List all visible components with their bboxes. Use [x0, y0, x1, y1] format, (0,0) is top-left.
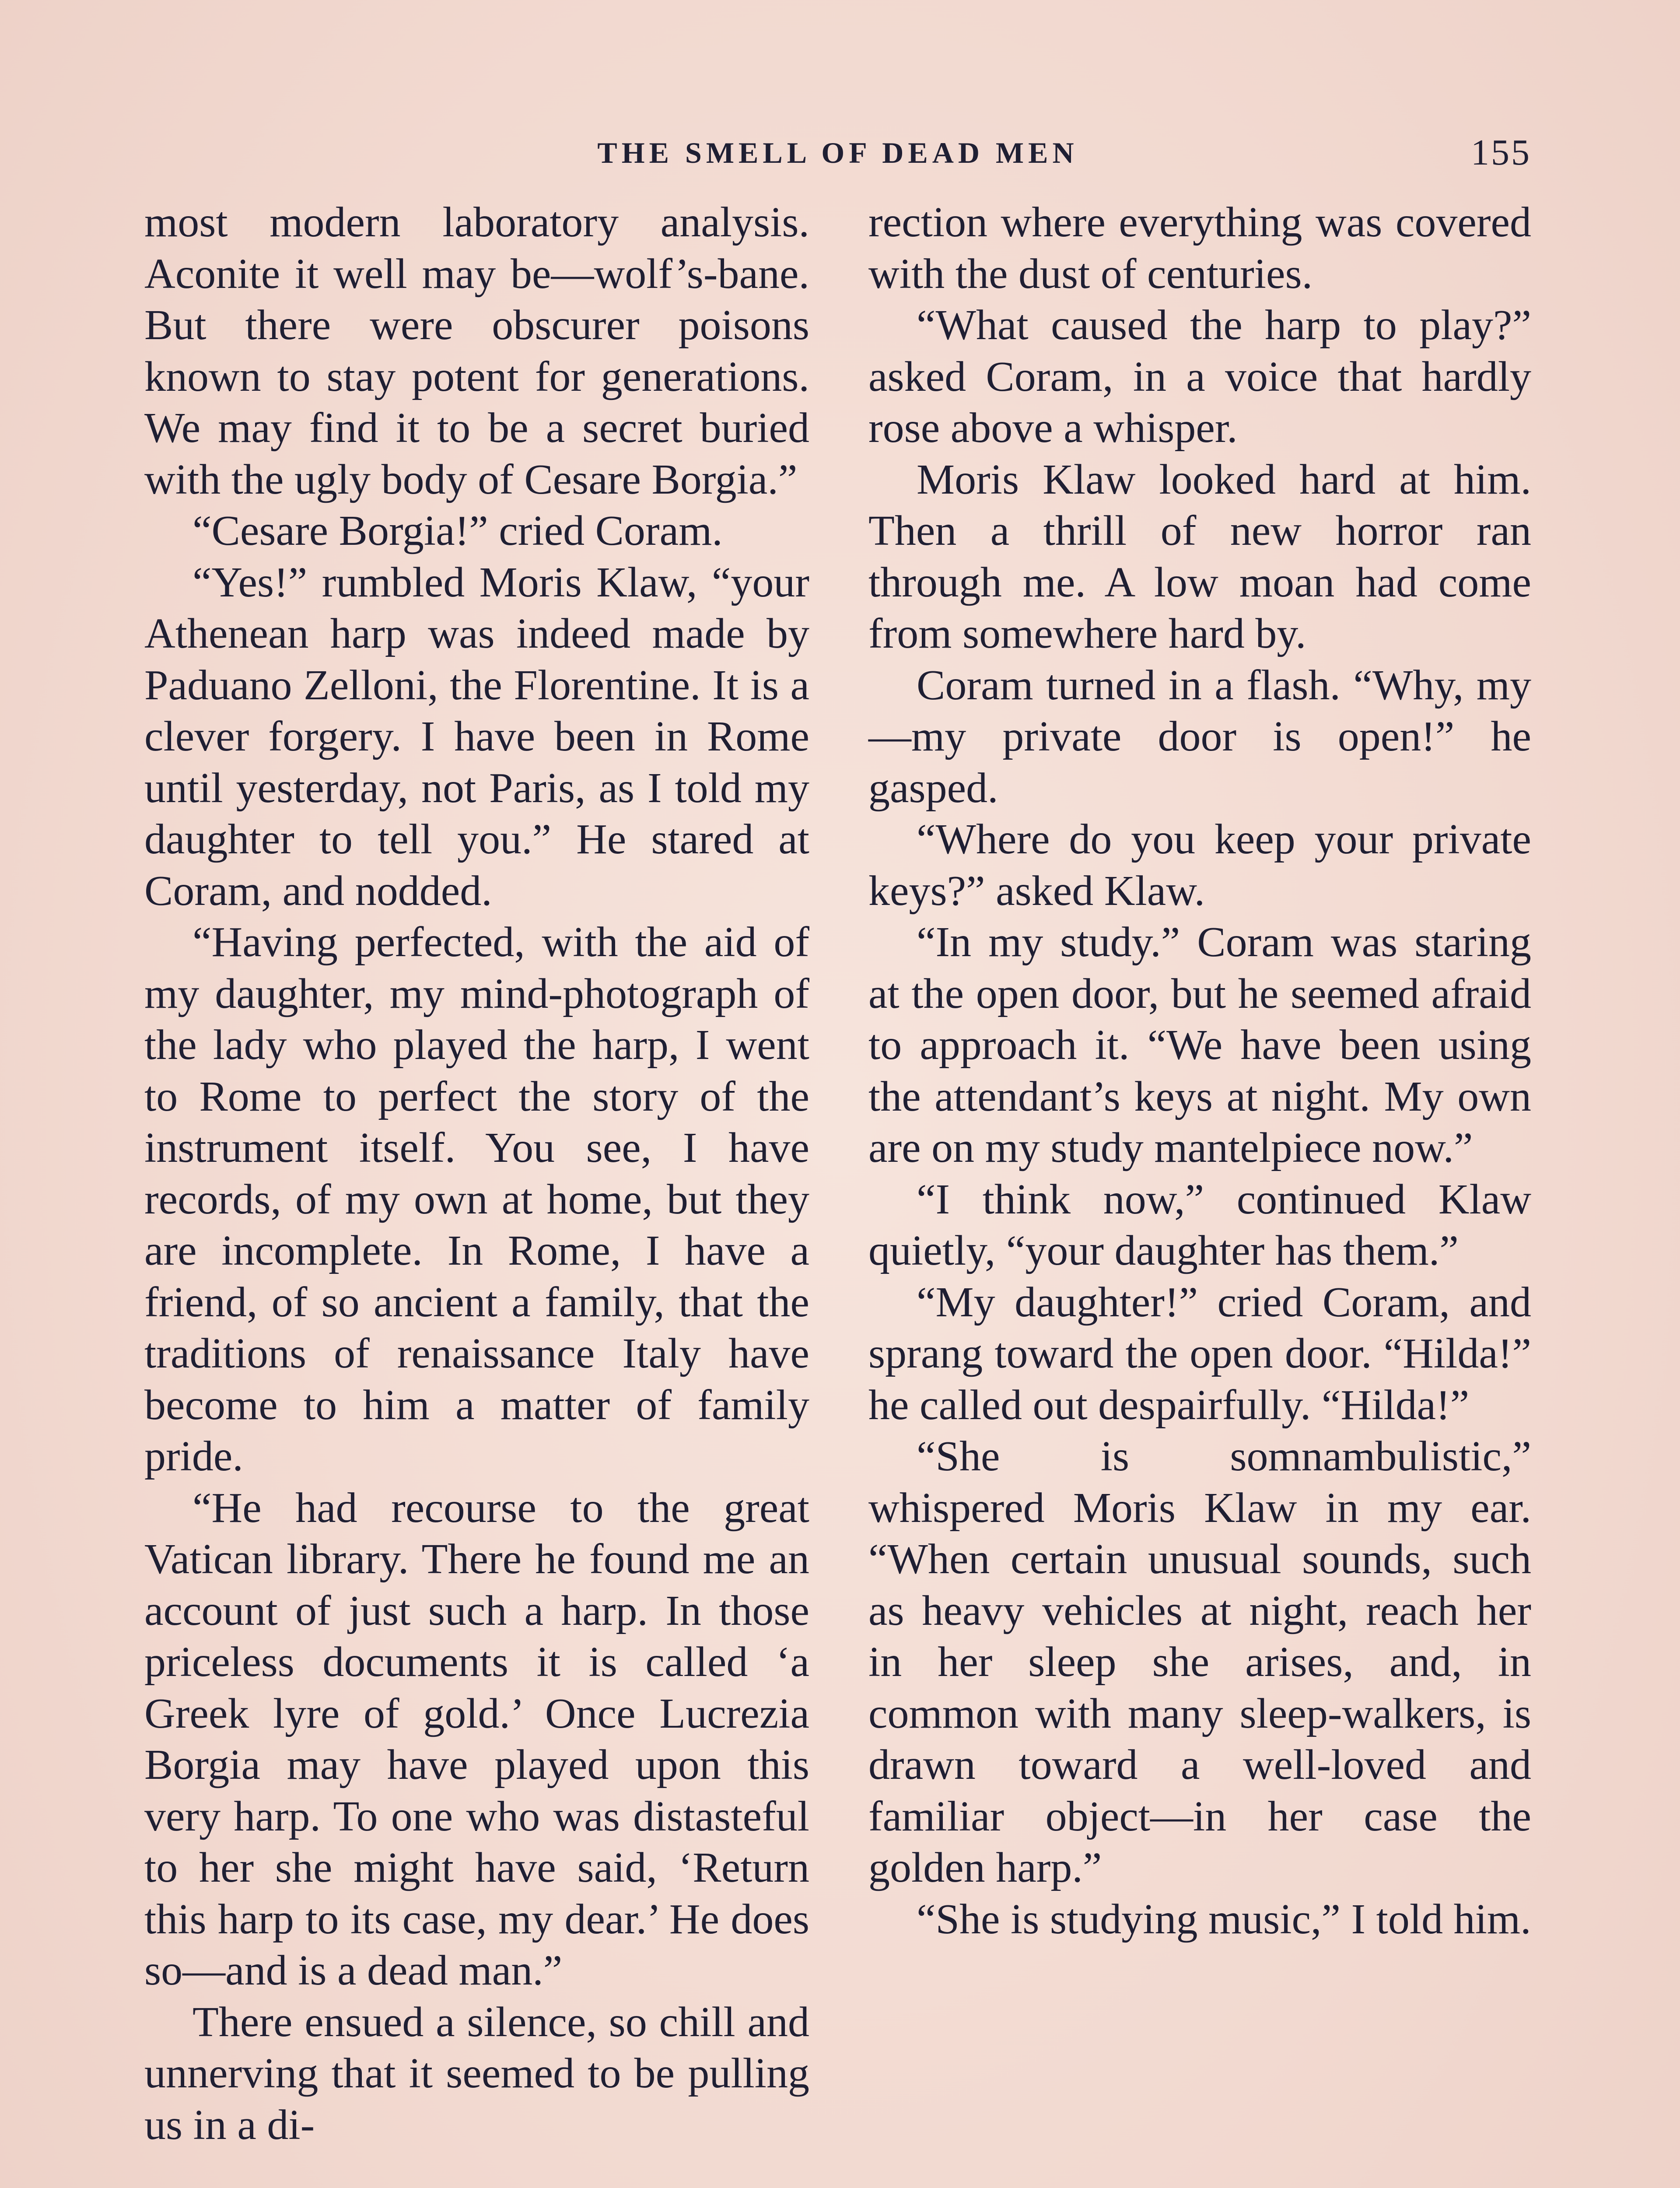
- paragraph: “What caused the harp to play?” asked Coram, in a voice that hardly rose above a whisper.: [868, 302, 1531, 452]
- paragraph: “Where do you keep your private keys?” asked Klaw.: [868, 816, 1531, 915]
- paragraph: “Cesare Borgia!” cried Coram.: [192, 507, 723, 554]
- paragraph: “I think now,” continued Klaw quietly, “your daughter has them.”: [868, 1175, 1531, 1274]
- paragraph: “Yes!” rumbled Moris Klaw, “your Athenean harp was indeed made by Paduano Zelloni, the Florentine. It is a clever forgery. I have been in Rome until yesterday, not Paris, as I told my daughter to tell you.” He stared at Coram, and nodded.: [144, 558, 809, 915]
- paragraph: “She is studying music,” I told him.: [917, 1895, 1531, 1943]
- paragraph: Coram turned in a flash. “Why, my—my private door is open!” he gasped.: [868, 661, 1531, 812]
- paragraph: “In my study.” Coram was staring at the open door, but he seemed afraid to approach it. “We have been using the attendant’s keys at night. My own are on my study mantelpiece now.”: [868, 919, 1531, 1171]
- paragraph: “He had recourse to the great Vatican library. There he found me an account of just such a harp. In those priceless documents it is called ‘a Greek lyre of gold.’ Once Lucrezia Borgia may have played upon this very harp. To one who was distasteful to her she might have said, ‘Return this harp to its case, my dear.’ He does so—and is a dead man.”: [144, 1484, 809, 1994]
- page-header: [144, 131, 1531, 184]
- paragraph: “Having perfected, with the aid of my daughter, my mind-photograph of the lady who played the harp, I went to Rome to perfect the story of the instrument itself. You see, I have records, of my own at home, but they are incomplete. In Rome, I have a friend, of so ancient a family, that the traditions of renaissance Italy have become to him a matter of family pride.: [144, 919, 809, 1480]
- left-column: [144, 197, 809, 2151]
- right-column: [868, 197, 1531, 1945]
- paragraph: rection where everything was covered with the dust of centuries.: [868, 199, 1531, 298]
- page-number: 155: [1471, 132, 1531, 173]
- paragraph: most modern laboratory analysis. Aconite it well may be—wolf’s-bane. But there were obscurer poisons known to stay potent for generations. We may find it to be a secret buried with the ugly body of Cesare Borgia.”: [144, 199, 809, 503]
- paragraph: “She is somnambulistic,” whispered Moris Klaw in my ear. “When certain unusual sounds, such as heavy vehicles at night, reach her in her sleep she arises, and, in common with many sleep-walkers, is drawn toward a well-loved and familiar object—in her case the golden harp.”: [868, 1433, 1531, 1891]
- running-title: THE SMELL OF DEAD MEN: [597, 136, 1078, 169]
- paragraph: Moris Klaw looked hard at him. Then a thrill of new horror ran through me. A low moan had come from somewhere hard by.: [868, 456, 1531, 657]
- paragraph: There ensued a silence, so chill and unnerving that it seemed to be pulling us in a di-: [144, 1998, 809, 2149]
- paragraph: “My daughter!” cried Coram, and sprang toward the open door. “Hilda!” he called out despairfully. “Hilda!”: [868, 1278, 1531, 1429]
